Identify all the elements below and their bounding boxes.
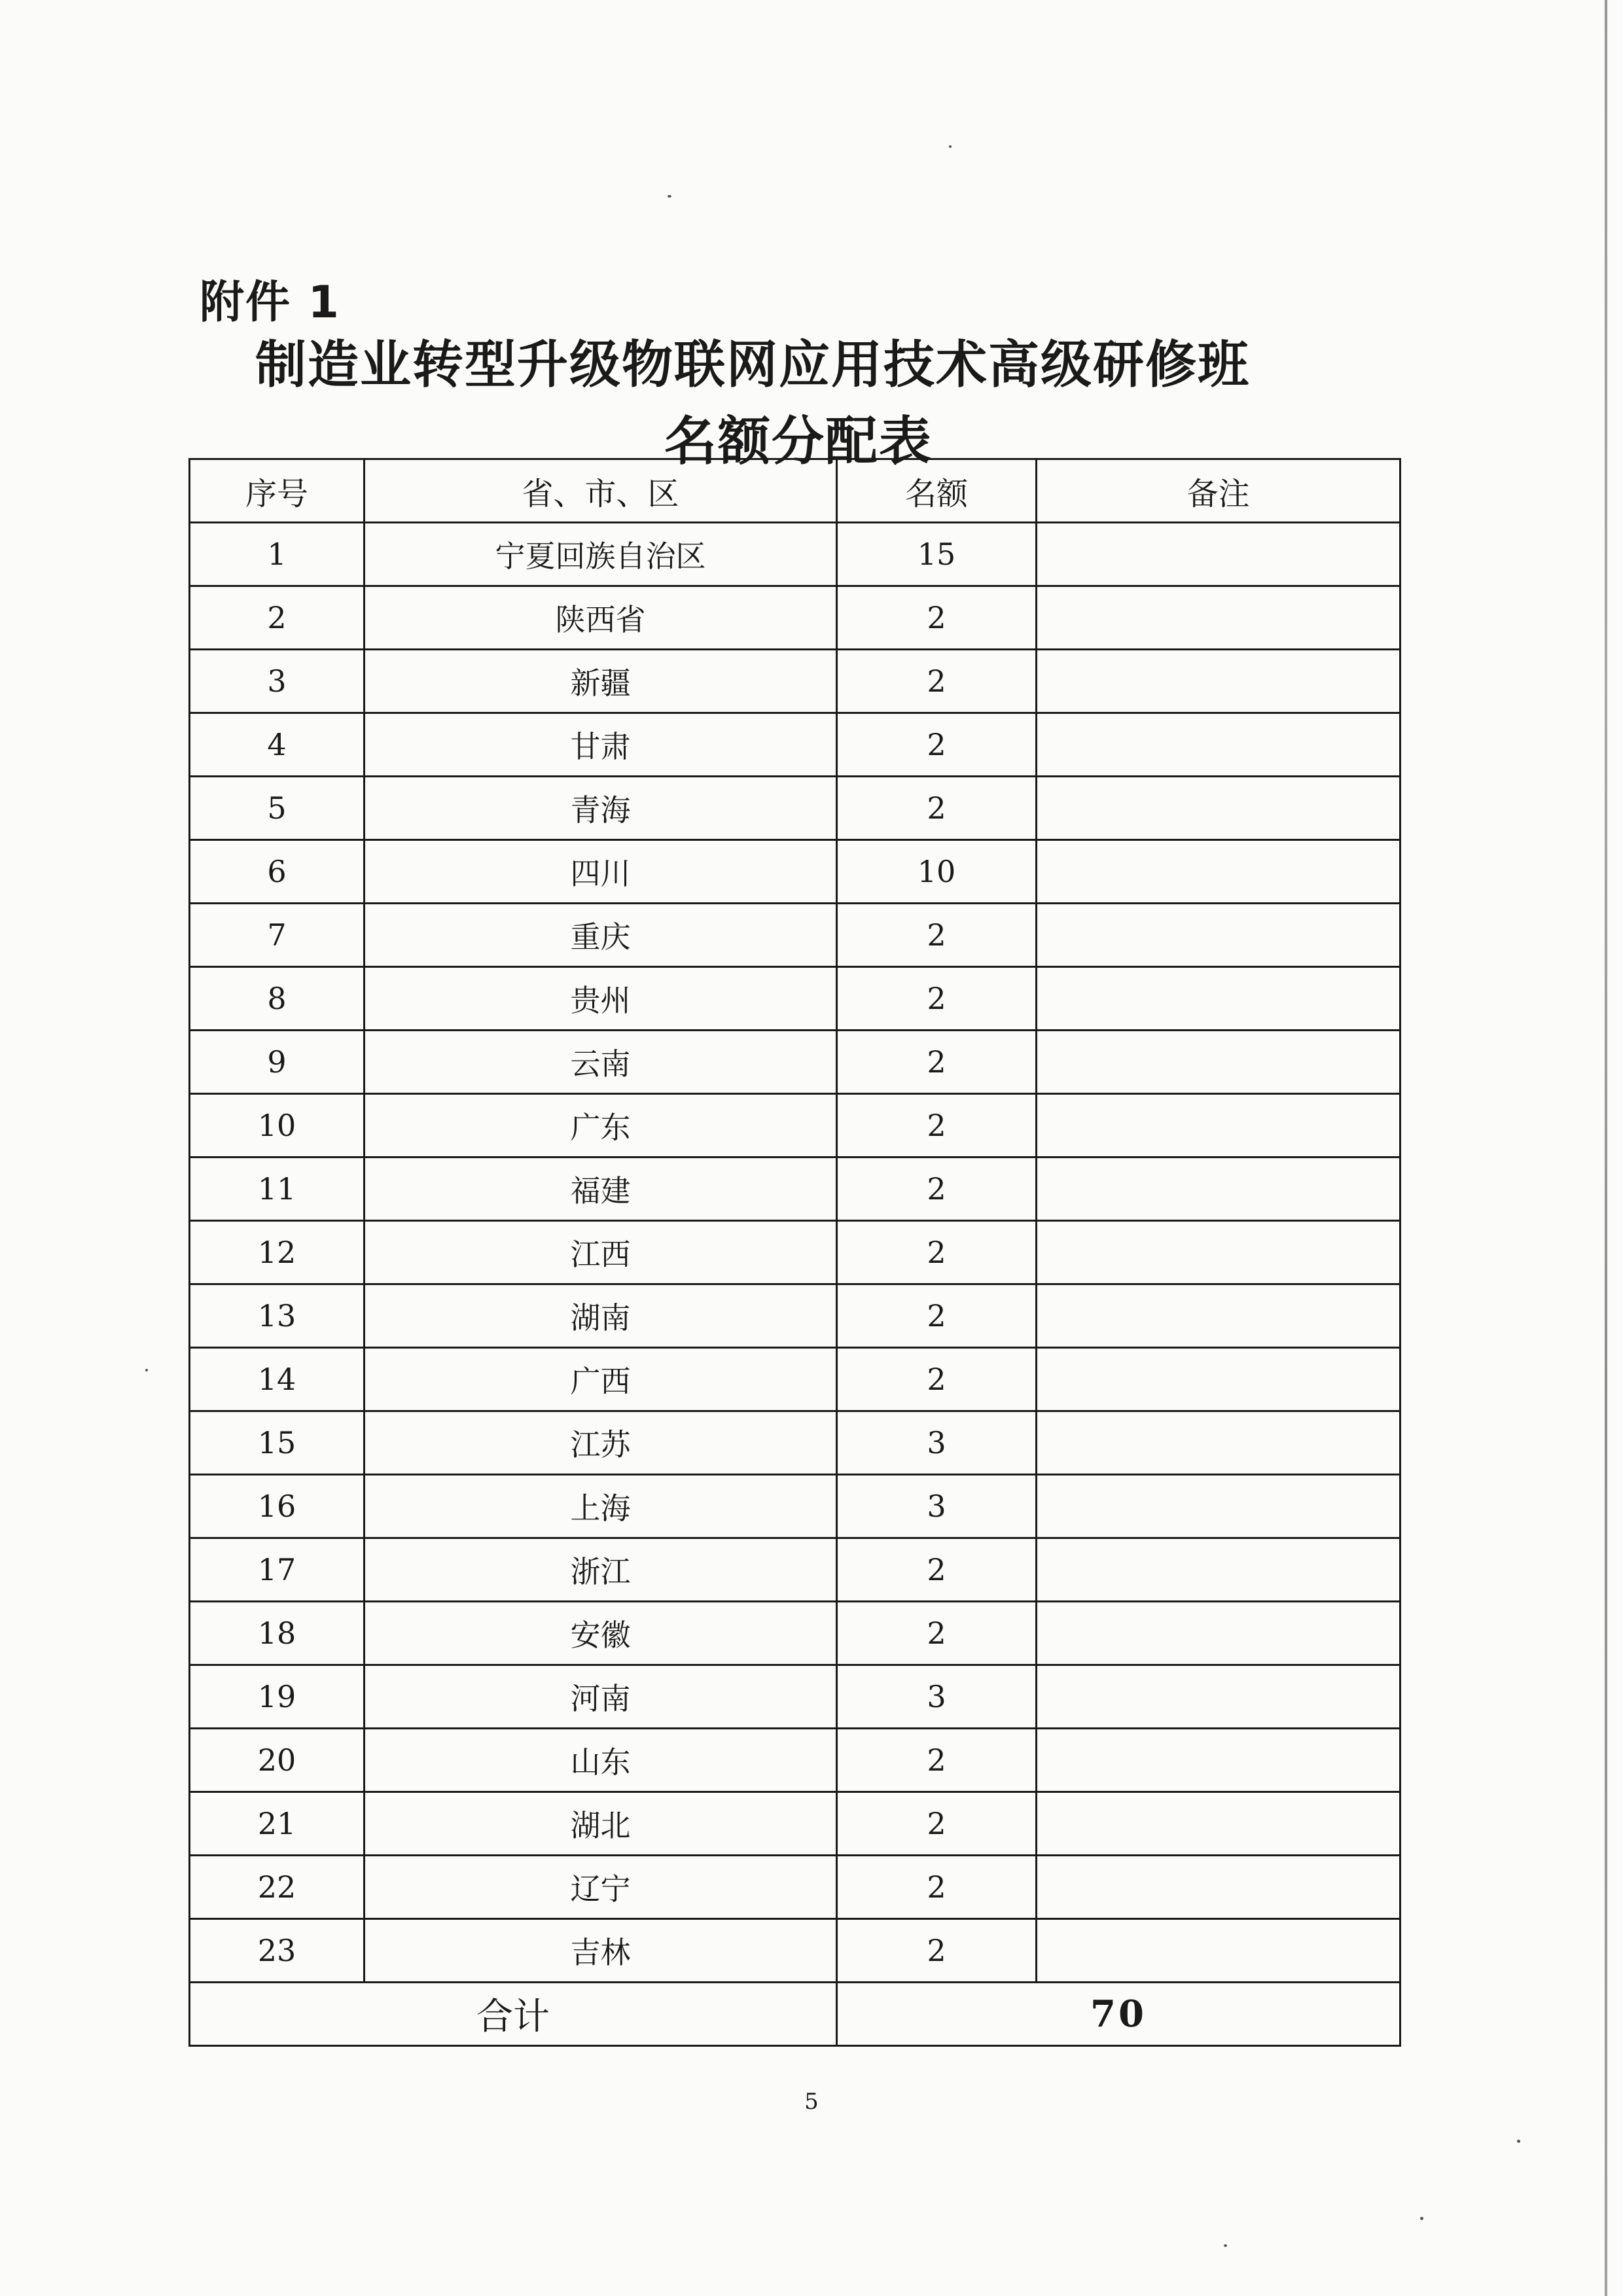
document-subtitle: 名额分配表 <box>664 411 933 472</box>
row-region: 浙江 <box>365 1538 837 1602</box>
row-note <box>1037 1919 1400 1983</box>
table-row <box>190 1221 1400 1284</box>
table-row <box>190 523 1400 586</box>
row-no: 16 <box>190 1475 365 1538</box>
row-note <box>1037 713 1400 777</box>
row-no: 18 <box>190 1602 365 1665</box>
row-region: 江苏 <box>365 1411 837 1475</box>
row-quota: 15 <box>837 523 1037 586</box>
row-no: 11 <box>190 1157 365 1221</box>
row-quota: 2 <box>837 1792 1037 1856</box>
row-note <box>1037 1411 1400 1475</box>
row-no: 10 <box>190 1094 365 1157</box>
row-quota: 2 <box>837 1348 1037 1411</box>
row-note <box>1037 1602 1400 1665</box>
row-quota: 2 <box>837 713 1037 777</box>
row-quota: 2 <box>837 777 1037 840</box>
row-note <box>1037 1284 1400 1348</box>
row-quota: 2 <box>837 1729 1037 1792</box>
row-region: 宁夏回族自治区 <box>365 523 837 586</box>
row-no: 21 <box>190 1792 365 1856</box>
row-region: 陕西省 <box>365 586 837 650</box>
row-region: 吉林 <box>365 1919 837 1983</box>
row-quota: 2 <box>837 1538 1037 1602</box>
row-quota: 2 <box>837 1602 1037 1665</box>
row-region: 广东 <box>365 1094 837 1157</box>
row-note <box>1037 523 1400 586</box>
row-region: 青海 <box>365 777 837 840</box>
row-quota: 3 <box>837 1665 1037 1729</box>
row-region: 贵州 <box>365 967 837 1031</box>
row-note <box>1037 1094 1400 1157</box>
row-quota: 2 <box>837 1157 1037 1221</box>
row-region: 甘肃 <box>365 713 837 777</box>
header-note: 备注 <box>1037 459 1400 523</box>
table-row <box>190 1665 1400 1729</box>
table-row <box>190 777 1400 840</box>
total-label: 合计 <box>190 1983 837 2046</box>
row-no: 4 <box>190 713 365 777</box>
row-quota: 10 <box>837 840 1037 904</box>
row-note <box>1037 586 1400 650</box>
attachment-label: 附件 1 <box>200 277 340 328</box>
row-region: 重庆 <box>365 904 837 967</box>
row-quota: 2 <box>837 1284 1037 1348</box>
row-no: 9 <box>190 1031 365 1094</box>
row-region: 河南 <box>365 1665 837 1729</box>
total-value: 70 <box>837 1983 1400 2046</box>
table-row <box>190 1411 1400 1475</box>
row-note <box>1037 1475 1400 1538</box>
row-region: 江西 <box>365 1221 837 1284</box>
row-region: 上海 <box>365 1475 837 1538</box>
scan-speck <box>1420 2217 1423 2220</box>
row-note <box>1037 777 1400 840</box>
table-body <box>190 523 1400 1983</box>
row-quota: 2 <box>837 650 1037 713</box>
row-quota: 3 <box>837 1411 1037 1475</box>
table-row <box>190 1475 1400 1538</box>
row-note <box>1037 1348 1400 1411</box>
table-row <box>190 904 1400 967</box>
row-no: 3 <box>190 650 365 713</box>
table-row <box>190 1729 1400 1792</box>
header-region: 省、市、区 <box>365 459 837 523</box>
total-row <box>190 1983 1400 2046</box>
table-row <box>190 1538 1400 1602</box>
table-row <box>190 967 1400 1031</box>
page-number: 5 <box>804 2089 819 2115</box>
row-no: 13 <box>190 1284 365 1348</box>
row-no: 6 <box>190 840 365 904</box>
row-no: 1 <box>190 523 365 586</box>
row-region: 新疆 <box>365 650 837 713</box>
row-no: 19 <box>190 1665 365 1729</box>
row-note <box>1037 1665 1400 1729</box>
row-note <box>1037 904 1400 967</box>
row-note <box>1037 1157 1400 1221</box>
table-row <box>190 650 1400 713</box>
row-quota: 3 <box>837 1475 1037 1538</box>
row-region: 云南 <box>365 1031 837 1094</box>
row-note <box>1037 1221 1400 1284</box>
table-row <box>190 1348 1400 1411</box>
table-row <box>190 1284 1400 1348</box>
row-region: 四川 <box>365 840 837 904</box>
row-no: 2 <box>190 586 365 650</box>
table-header-row <box>190 459 1400 523</box>
row-quota: 2 <box>837 586 1037 650</box>
quota-table <box>188 458 1401 2047</box>
table-row <box>190 1602 1400 1665</box>
row-note <box>1037 650 1400 713</box>
scan-page-edge <box>1605 0 1607 2296</box>
scan-speck <box>1224 2244 1227 2247</box>
table-row <box>190 840 1400 904</box>
scan-speck <box>668 195 671 198</box>
row-note <box>1037 1856 1400 1919</box>
row-quota: 2 <box>837 1094 1037 1157</box>
row-note <box>1037 840 1400 904</box>
scan-speck <box>1517 2140 1520 2143</box>
row-no: 5 <box>190 777 365 840</box>
row-quota: 2 <box>837 967 1037 1031</box>
row-region: 广西 <box>365 1348 837 1411</box>
row-no: 22 <box>190 1856 365 1919</box>
table-row <box>190 1856 1400 1919</box>
row-note <box>1037 967 1400 1031</box>
row-region: 湖北 <box>365 1792 837 1856</box>
row-region: 辽宁 <box>365 1856 837 1919</box>
table-row <box>190 1094 1400 1157</box>
row-quota: 2 <box>837 904 1037 967</box>
row-region: 山东 <box>365 1729 837 1792</box>
row-region: 福建 <box>365 1157 837 1221</box>
table-row <box>190 1031 1400 1094</box>
row-quota: 2 <box>837 1031 1037 1094</box>
header-quota: 名额 <box>837 459 1037 523</box>
row-no: 7 <box>190 904 365 967</box>
table-row <box>190 1919 1400 1983</box>
row-no: 17 <box>190 1538 365 1602</box>
table-row <box>190 586 1400 650</box>
row-no: 8 <box>190 967 365 1031</box>
table-row <box>190 713 1400 777</box>
scan-speck <box>145 1369 148 1371</box>
table-row <box>190 1792 1400 1856</box>
document-title: 制造业转型升级物联网应用技术高级研修班 <box>255 336 1250 395</box>
row-note <box>1037 1538 1400 1602</box>
row-note <box>1037 1729 1400 1792</box>
row-note <box>1037 1792 1400 1856</box>
row-no: 23 <box>190 1919 365 1983</box>
row-no: 14 <box>190 1348 365 1411</box>
header-no: 序号 <box>190 459 365 523</box>
row-region: 安徽 <box>365 1602 837 1665</box>
row-quota: 2 <box>837 1221 1037 1284</box>
scan-speck <box>949 145 952 148</box>
row-note <box>1037 1031 1400 1094</box>
row-region: 湖南 <box>365 1284 837 1348</box>
row-no: 12 <box>190 1221 365 1284</box>
table-row <box>190 1157 1400 1221</box>
row-no: 20 <box>190 1729 365 1792</box>
row-quota: 2 <box>837 1856 1037 1919</box>
row-no: 15 <box>190 1411 365 1475</box>
row-quota: 2 <box>837 1919 1037 1983</box>
